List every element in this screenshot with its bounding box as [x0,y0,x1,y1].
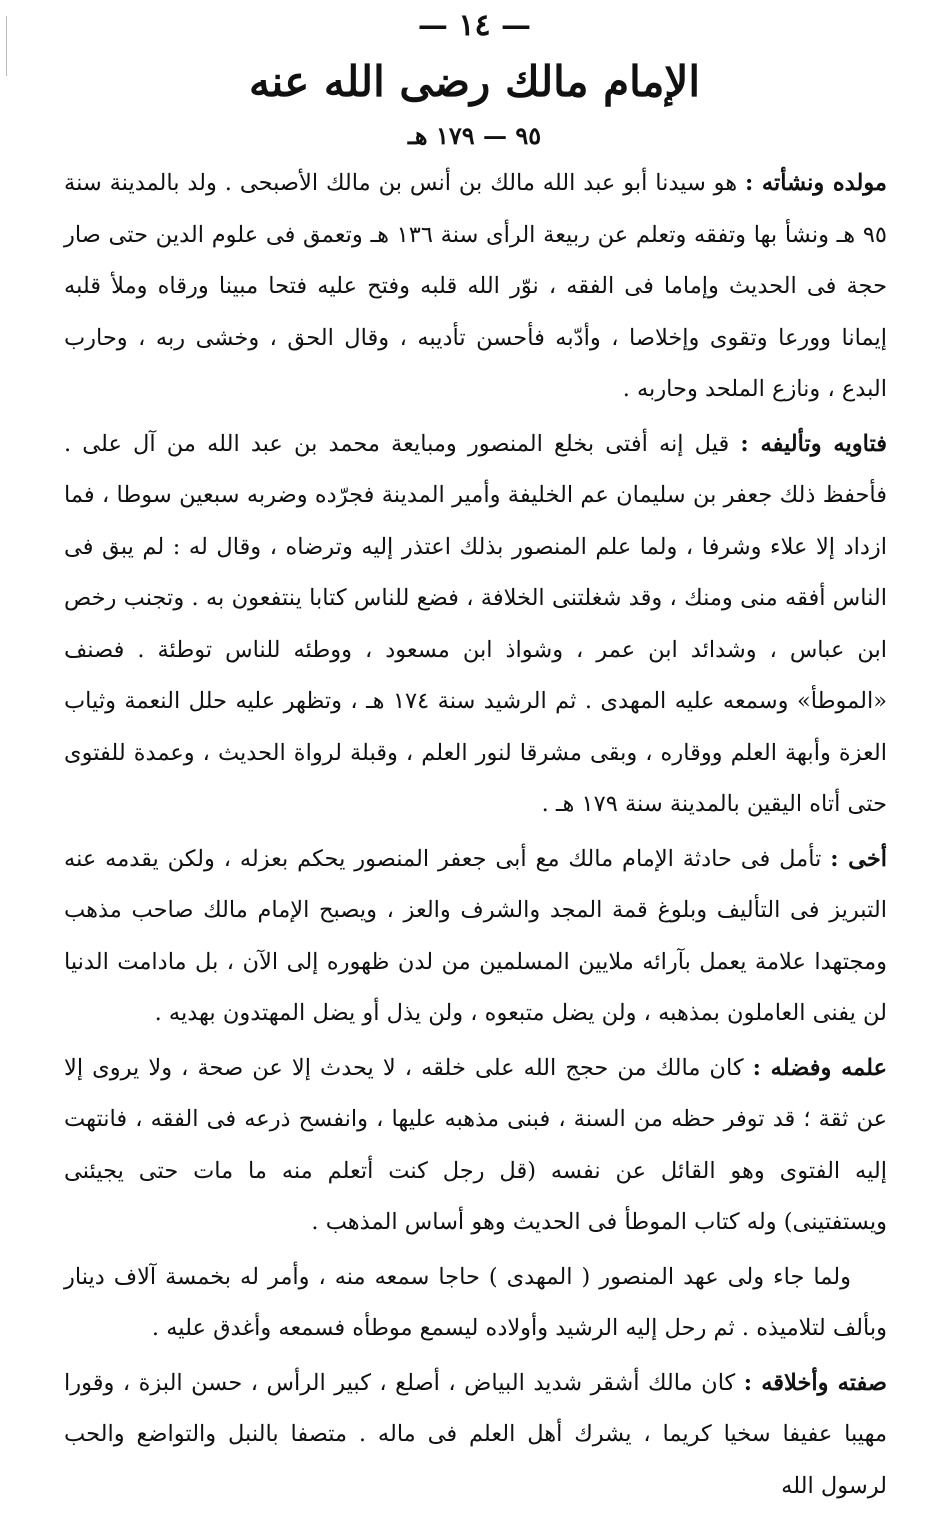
paragraph-heading: علمه وفضله : [752,1054,888,1081]
paragraph-text: قيل إنه أفتى بخلع المنصور ومبايعة محمد بن عبد الله من آل على . فأحفظ ذلك جعفر بن سليمان عم الخليفة وأمير المدينة فجرّده وضربه سبعين سوطا ، فما ازداد إلا علاء وشرفا ، ولما علم المنصور بذلك اعتذر إليه وترضاه ، وقال له : لم يبق فى الناس أفقه منى ومنك ، وقد شغلتنى الخلافة ، فضع للناس كتابا ينتفعون به . وتجنب رخص ابن عباس ، وشدائد ابن عمر ، وشواذ ابن مسعود ، ووطئه للناس توطئة . فصنف «الموطأ» وسمعه عليه المهدى . ثم الرشيد سنة ١٧٤ هـ ، وتظهر عليه حلل النعمة وثياب العزة وأبهة العلم ووقاره ، وبقى مشرقا لنور العلم ، وقبلة لرواة الحديث ، وعمدة للفتوى حتى أتاه اليقين بالمدينة سنة ١٧٩ هـ . [64,430,887,817]
paragraph-knowledge [64,1043,887,1249]
body-text [64,158,887,1515]
paragraph-fatwas [64,419,887,831]
paragraph-heading: أخى : [830,845,887,872]
paragraph-heading: فتاويه وتأليفه : [740,430,888,457]
paragraph-heading: مولده ونشأته : [745,170,887,196]
chapter-title: الإمام مالك رضى الله عنه [249,57,700,106]
life-dates: ٩٥ — ١٧٩ هـ [407,121,542,150]
paragraph-character [64,1358,887,1513]
paragraph-reflection [64,834,887,1040]
paragraph-text: كان مالك أشقر شديد البياض ، أصلع ، كبير الرأس ، حسن البزة ، وقورا مهيبا عفيفا سخيا كريما ، يشرك أهل العلم فى ماله . متصفا بالنبل والتواضع والحب لرسول الله [64,1369,887,1499]
paragraph-text: كان مالك من حجج الله على خلقه ، لا يحدث إلا عن صحة ، ولا يروى إلا عن ثقة ؛ قد توفر حظه من السنة ، فبنى مذهبه عليها ، وانفسح ذرعه فى الفقه ، فانتهت إليه الفتوى وهو القائل عن نفسه (قل رجل كنت أتعلم منه ما مات حتى يجيئنى ويستفتينى) وله كتاب الموطأ فى الحديث وهو أساس المذهب . [64,1054,887,1235]
paragraph-text: ولما جاء ولى عهد المنصور ( المهدى ) حاجا سمعه منه ، وأمر له بخمسة آلاف دينار وبألف لتلاميذه . ثم رحل إليه الرشيد وأولاده ليسمع موطأه فسمعه وأغدق عليه . [64,1263,887,1341]
paragraph-mahdi [64,1252,887,1355]
page-number: — ١٤ — [417,8,532,43]
paragraph-heading: صفته وأخلاقه : [743,1369,887,1396]
paragraph-birth [64,158,887,416]
paragraph-text: تأمل فى حادثة الإمام مالك مع أبى جعفر المنصور يحكم بعزله ، ولكن يقدمه عنه التبريز فى التأليف وبلوغ قمة المجد والشرف والعز ، ويصبح الإمام مالك صاحب مذهب ومجتهدا علامة يعمل بآرائه ملايين المسلمين من لدن ظهوره إلى الآن ، بل مادامت الدنيا لن يفنى العاملون بمذهبه ، ولن يضل متبعوه ، ولن يذل أو يضل المهتدون بهديه . [64,845,887,1026]
paragraph-text: هو سيدنا أبو عبد الله مالك بن أنس بن مالك الأصبحى . ولد بالمدينة سنة ٩٥ هـ ونشأ بها وتفقه وتعلم عن ربيعة الرأى سنة ١٣٦ هـ وتعمق فى علوم الدين حتى صار حجة فى الحديث وإماما فى الفقه ، نوّر الله قلبه وفتح عليه فتحا مبينا ورقاه وملأ قلبه إيمانا وورعا وتقوى وإخلاصا ، وأدّبه فأحسن تأديبه ، وقال الحق ، وخشى ربه ، وحارب البدع ، ونازع الملحد وحاربه . [64,170,887,402]
